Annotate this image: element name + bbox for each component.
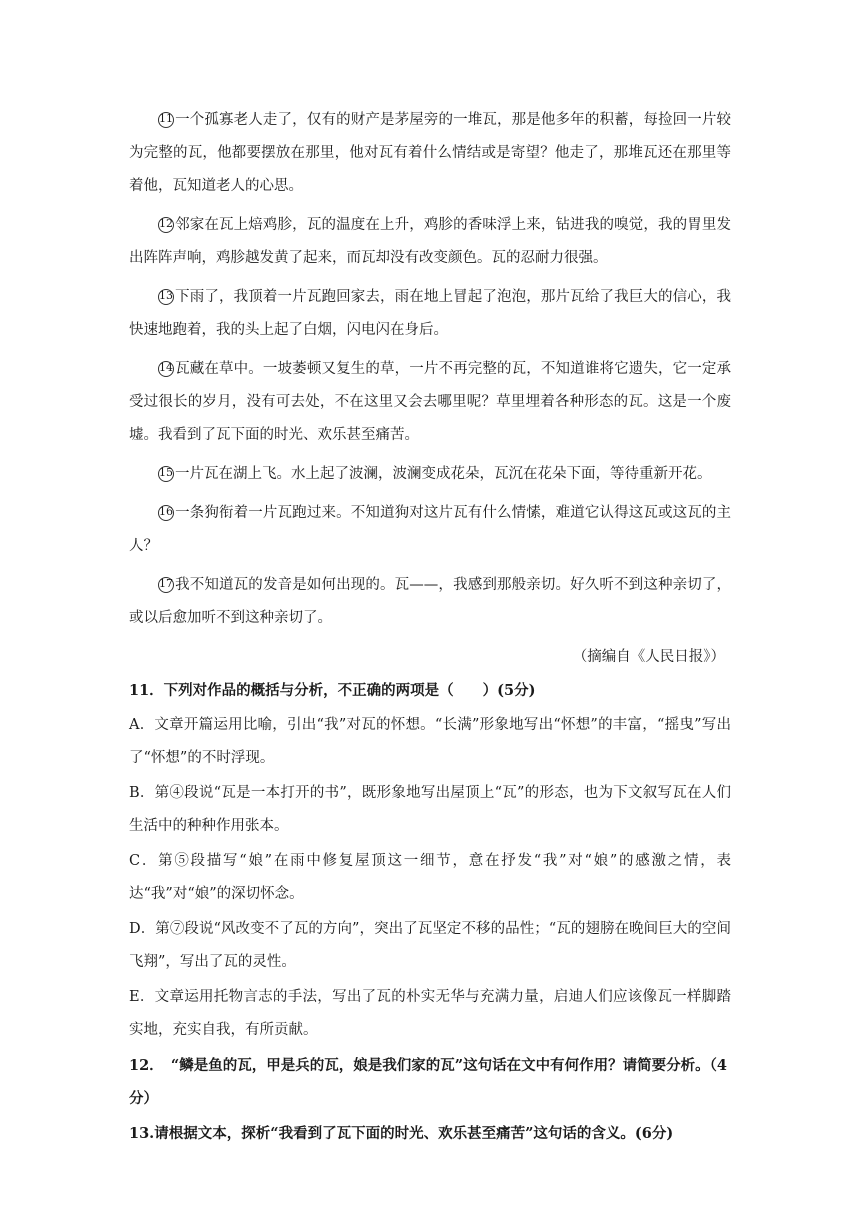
paragraph-text: 一片瓦在湖上飞。水上起了波澜，波澜变成花朵，瓦沉在花朵下面，等待重新开花。 [175,466,712,482]
paragraph-number: 16 [158,505,174,521]
paragraph-text: 一条狗衔着一片瓦跑过来。不知道狗对这片瓦有什么情愫，难道它认得这瓦或这瓦的主人？ [129,505,731,554]
paragraph-number: 14 [158,361,174,377]
paragraph-14 [129,353,731,452]
source-citation: （摘编自《人民日报》） [572,649,725,665]
option-c: C．第⑤段描写“娘”在雨中修复屋顶这一细节，意在抒发“我”对“娘”的感激之情，表达“我”对“娘”的深切怀念。 [129,853,731,902]
paragraph-15 [129,458,731,491]
paragraph-number: 13 [158,289,174,305]
question-11-stem: 11．下列对作品的概括与分析，不正确的两项是（ ）(5分) [129,682,536,699]
paragraph-13 [129,281,731,347]
paragraph-16 [129,497,731,563]
paragraph-number: 15 [158,466,174,482]
paragraph-number: 17 [158,577,174,593]
paragraph-number: 11 [158,112,174,128]
option-e: E．文章运用托物言志的手法，写出了瓦的朴实无华与充满力量，启迪人们应该像瓦一样脚踏实地，充实自我，有所贡献。 [129,989,731,1038]
option-d: D．第⑦段说“风改变不了瓦的方向”，突出了瓦坚定不移的品性；“瓦的翅膀在晚间巨大的空间飞翔”，写出了瓦的灵性。 [129,921,731,970]
option-a: A．文章开篇运用比喻，引出“我”对瓦的怀想。“长满”形象地写出“怀想”的丰富，“摇曳”写出了“怀想”的不时浮现。 [129,717,731,766]
paragraph-number: 12 [158,217,174,233]
paragraph-text: 我不知道瓦的发音是如何出现的。瓦——，我感到那般亲切。好久听不到这种亲切了，或以后愈加听不到这种亲切了。 [129,577,731,626]
question-13-stem: 13.请根据文本，探析“我看到了瓦下面的时光、欢乐甚至痛苦”这句话的含义。(6分) [129,1125,674,1142]
question-12-stem: 12． “鳞是鱼的瓦，甲是兵的瓦，娘是我们家的瓦”这句话在文中有何作用？请简要分析。（4分） [129,1057,727,1107]
paragraph-12 [129,209,731,275]
paragraph-text: 下雨了，我顶着一片瓦跑回家去，雨在地上冒起了泡泡，那片瓦给了我巨大的信心，我快速地跑着，我的头上起了白烟，闪电闪在身后。 [129,289,731,338]
paragraph-17 [129,569,731,635]
passage-body [129,104,731,1152]
paragraph-text: 一个孤寡老人走了，仅有的财产是茅屋旁的一堆瓦，那是他多年的积蓄，每捡回一片较为完整的瓦，他都要摆放在那里，他对瓦有着什么情结或是寄望？他走了，那堆瓦还在那里等着他，瓦知道老人的心思。 [129,112,731,194]
paragraph-text: 瓦藏在草中。一坡萎顿又复生的草，一片不再完整的瓦，不知道谁将它遗失，它一定承受过很长的岁月，没有可去处，不在这里又会去哪里呢？草里埋着各种形态的瓦。这是一个废墟。我看到了瓦下面的时光、欢乐甚至痛苦。 [129,361,731,443]
option-b: B．第④段说“瓦是一本打开的书”，既形象地写出屋顶上“瓦”的形态，也为下文叙写瓦在人们生活中的种种作用张本。 [129,785,731,834]
paragraph-11 [129,104,731,203]
paragraph-text: 邻家在瓦上焙鸡胗，瓦的温度在上升，鸡胗的香味浮上来，钻进我的嗅觉，我的胃里发出阵阵声响，鸡胗越发黄了起来，而瓦却没有改变颜色。瓦的忍耐力很强。 [129,217,731,266]
